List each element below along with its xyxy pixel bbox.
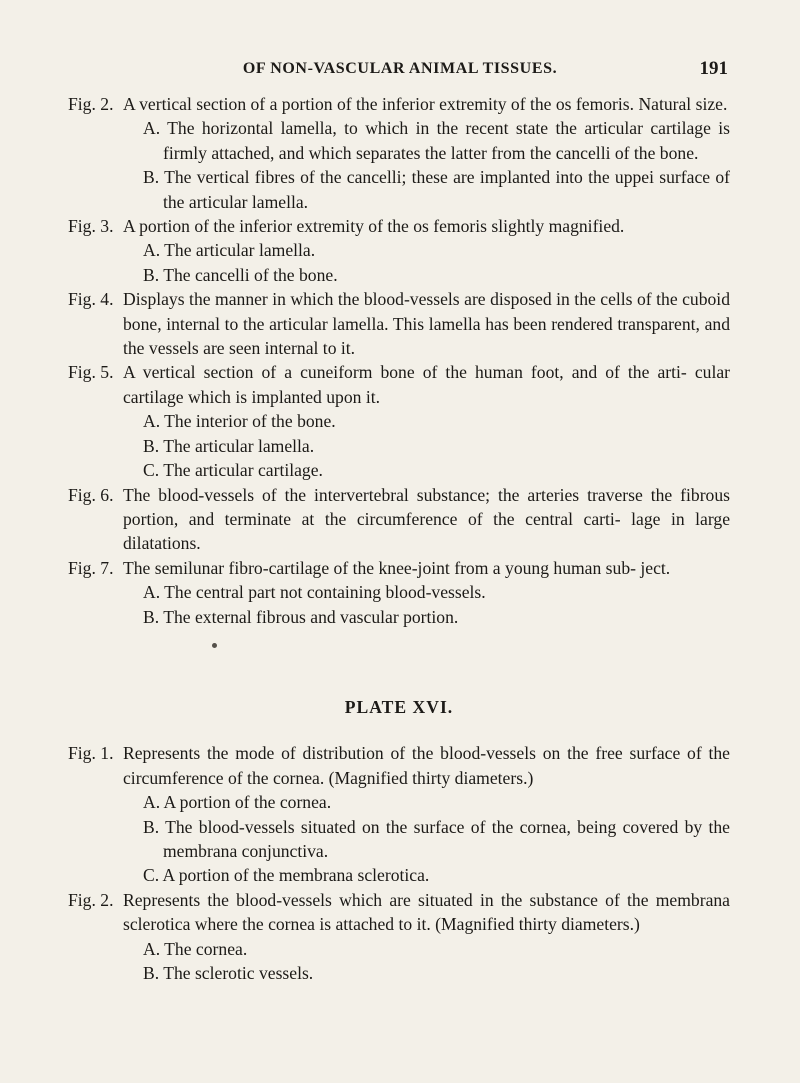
page-body (68, 92, 730, 985)
fig-label: Fig. 3. (68, 216, 114, 237)
section-gap (68, 629, 730, 695)
fig-description: The semilunar fibro-cartilage of the knee-joint from a young human sub- ject. (123, 557, 671, 578)
fig-label: Fig. 4. (68, 289, 114, 310)
fig-label: Fig. 5. (68, 362, 114, 383)
fig-item: A. The horizontal lamella, to which in the recent state the articular cartilage is firmly attached, and which separates the latter from the cancelli of the bone. (143, 118, 730, 163)
fig-7-entry (68, 556, 730, 629)
fig-label: Fig. 7. (68, 557, 114, 578)
fig-5-entry (68, 360, 730, 482)
fig-label: Fig. 6. (68, 484, 114, 505)
fig-description: Displays the manner in which the blood-vessels are disposed in the cells of the cuboid bone, internal to the articular lamella. This lamella has been rendered transparent, and the vessels are seen internal to it. (123, 289, 730, 359)
fig-3-entry (68, 214, 730, 287)
fig-description: The blood-vessels of the intervertebral substance; the arteries traverse the fibrous portion, and terminate at the circumference of the central carti- lage in large dilatations. (123, 484, 730, 554)
fig-description: A vertical section of a cuneiform bone of the human foot, and of the arti- cular cartilage which is implanted upon it. (123, 362, 730, 407)
fig-item: A. The cornea. (143, 938, 248, 959)
fig-description: A vertical section of a portion of the inferior extremity of the os femoris. Natural size. (123, 94, 728, 114)
fig-6-entry (68, 483, 730, 556)
fig-2-entry (68, 92, 730, 214)
fig-item: A. The interior of the bone. (143, 411, 336, 432)
plate-heading: PLATE XVI. (344, 696, 454, 717)
fig-4-entry (68, 287, 730, 360)
fig-item: B. The sclerotic vessels. (143, 963, 314, 983)
plate-fig-2-entry (68, 888, 730, 986)
fig-item: C. The articular cartilage. (143, 460, 323, 481)
fig-description: Represents the blood-vessels which are situated in the substance of the membrana sclerotica where the cornea is attached to it. (Magnified thirty diameters.) (123, 889, 730, 935)
fig-item: B. The vertical fibres of the cancelli; these are implanted into the uppei surface of the articular lamella. (143, 167, 730, 212)
fig-label: Fig. 1. (68, 743, 114, 764)
fig-description: Represents the mode of distribution of the blood-vessels on the free surface of the circumference of the cornea. (Magnified thirty diameters.) (123, 743, 730, 788)
fig-item: C. A portion of the membrana sclerotica. (143, 865, 430, 886)
ink-dot (212, 643, 217, 648)
fig-item: B. The external fibrous and vascular portion. (143, 606, 459, 627)
fig-item: B. The cancelli of the bone. (143, 264, 338, 285)
fig-item: B. The blood-vessels situated on the surface of the cornea, being covered by the membrana conjunctiva. (143, 816, 730, 861)
running-title: OF NON-VASCULAR ANIMAL TISSUES. (242, 60, 558, 77)
page-number: 191 (699, 58, 728, 79)
running-head (0, 60, 800, 84)
fig-item: A. The articular lamella. (143, 240, 316, 261)
fig-label: Fig. 2. (68, 94, 114, 114)
fig-label: Fig. 2. (68, 889, 114, 910)
fig-item: A. The central part not containing blood-vessels. (143, 582, 486, 603)
plate-fig-1-entry (68, 741, 730, 887)
fig-description: A portion of the inferior extremity of the os femoris slightly magnified. (123, 216, 625, 237)
fig-item: B. The articular lamella. (143, 435, 315, 456)
fig-item: A. A portion of the cornea. (143, 792, 332, 813)
